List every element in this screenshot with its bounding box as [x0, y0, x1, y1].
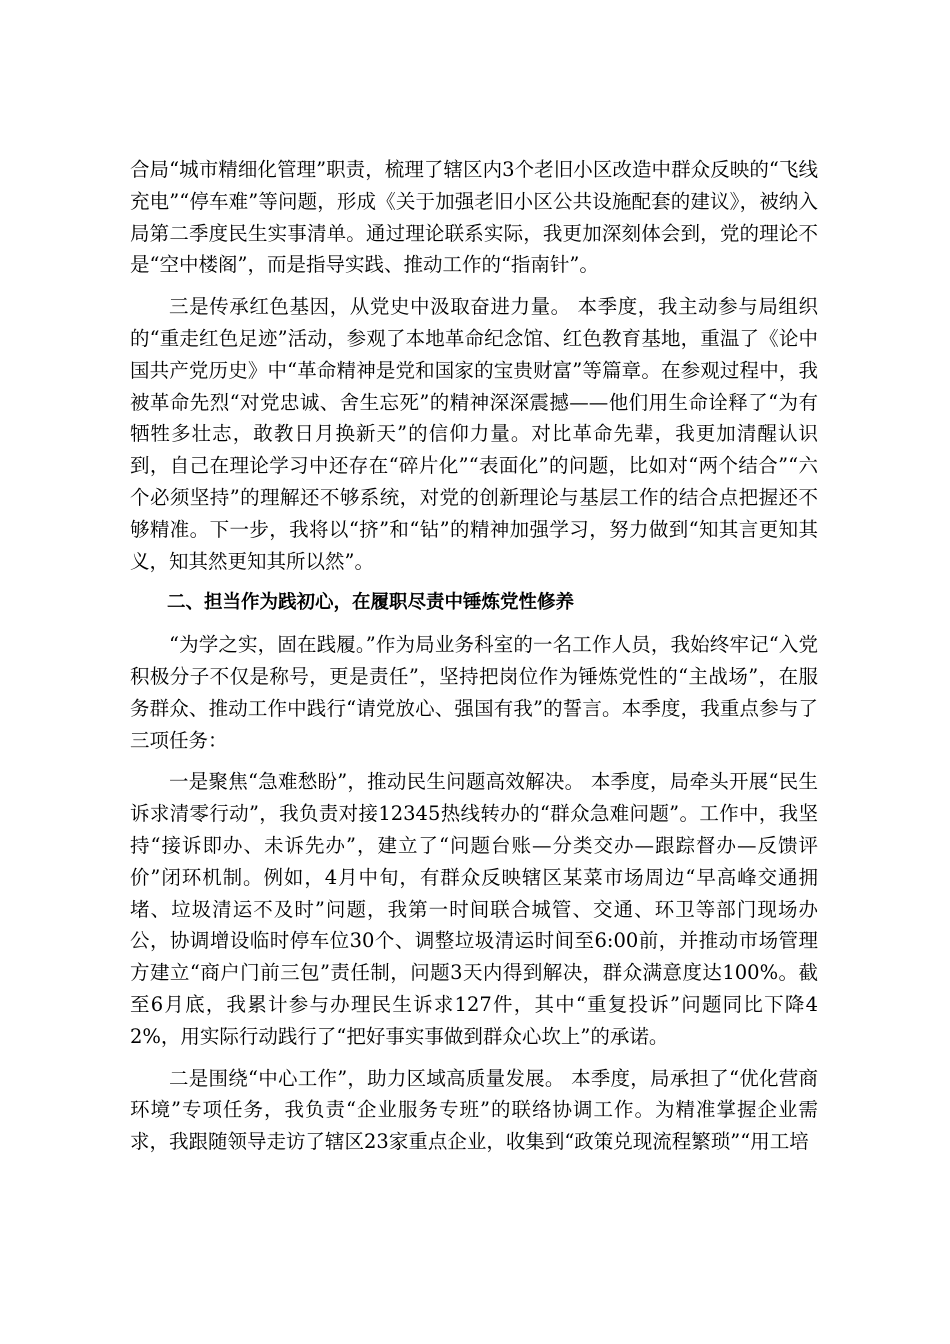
section-heading: 二、担当作为践初心，在履职尽责中锤炼党性修养: [167, 592, 575, 614]
document-body: [130, 154, 818, 1158]
paragraph-red-heritage: 三是传承红色基因，从党史中汲取奋进力量。 本季度，我主动参与局组织的“重走红色足迹”活动，参观了本地革命纪念馆、红色教育基地，重温了《论中国共产党历史》中“革命精神是党和国家的宝贵财富”等篇章。在参观过程中，我被革命先烈“对党忠诚、舍生忘死”的精神深深震撼——他们用生命诠释了“为有牺牲多壮志，敢教日月换新天”的信仰力量。对比革命先辈，我更加清醒认识到，自己在理论学习中还存在“碎片化”“表面化”的问题，比如对“两个结合”“六个必须坚持”的理解还不够系统，对党的创新理论与基层工作的结合点把握还不够精准。下一步，我将以“挤”和“钻”的精神加强学习，努力做到“知其言更知其义，知其然更知其所以然”。: [130, 295, 818, 573]
paragraph-duty-intro: “为学之实，固在践履。”作为局业务科室的一名工作人员，我始终牢记“入党积极分子不仅是称号，更是责任”，坚持把岗位作为锤炼党性的“主战场”，在服务群众、推动工作中践行“请党放心、强国有我”的誓言。本季度，我重点参与了三项任务：: [130, 633, 818, 752]
paragraph-continuation: 合局“城市精细化管理”职责，梳理了辖区内3个老旧小区改造中群众反映的“飞线充电”“停车难”等问题，形成《关于加强老旧小区公共设施配套的建议》，被纳入局第二季度民生实事清单。通过理论联系实际，我更加深刻体会到，党的理论不是“空中楼阁”，而是指导实践、推动工作的“指南针”。: [130, 158, 818, 277]
paragraph-livelihood: 一是聚焦“急难愁盼”，推动民生问题高效解决。 本季度，局牵头开展“民生诉求清零行动”，我负责对接12345热线转办的“群众急难问题”。工作中，我坚持“接诉即办、未诉先办”，建立了“问题台账—分类交办—跟踪督办—反馈评价”闭环机制。例如，4月中旬，有群众反映辖区某菜市场周边“早高峰交通拥堵、垃圾清运不及时”问题，我第一时间联合城管、交通、环卫等部门现场办公，协调增设临时停车位30个、调整垃圾清运时间至6:00前，并推动市场管理方建立“商户门前三包”责任制，问题3天内得到解决，群众满意度达100%。截至6月底，我累计参与办理民生诉求127件，其中“重复投诉”问题同比下降42%，用实际行动践行了“把好事实事做到群众心坎上”的承诺。: [130, 770, 818, 1048]
paragraph-central-work: 二是围绕“中心工作”，助力区域高质量发展。 本季度，局承担了“优化营商环境”专项任务，我负责“企业服务专班”的联络协调工作。为精准掌握企业需求，我跟随领导走访了辖区23家重点企业，收集到“政策兑现流程繁琐”“用工培: [130, 1066, 818, 1154]
